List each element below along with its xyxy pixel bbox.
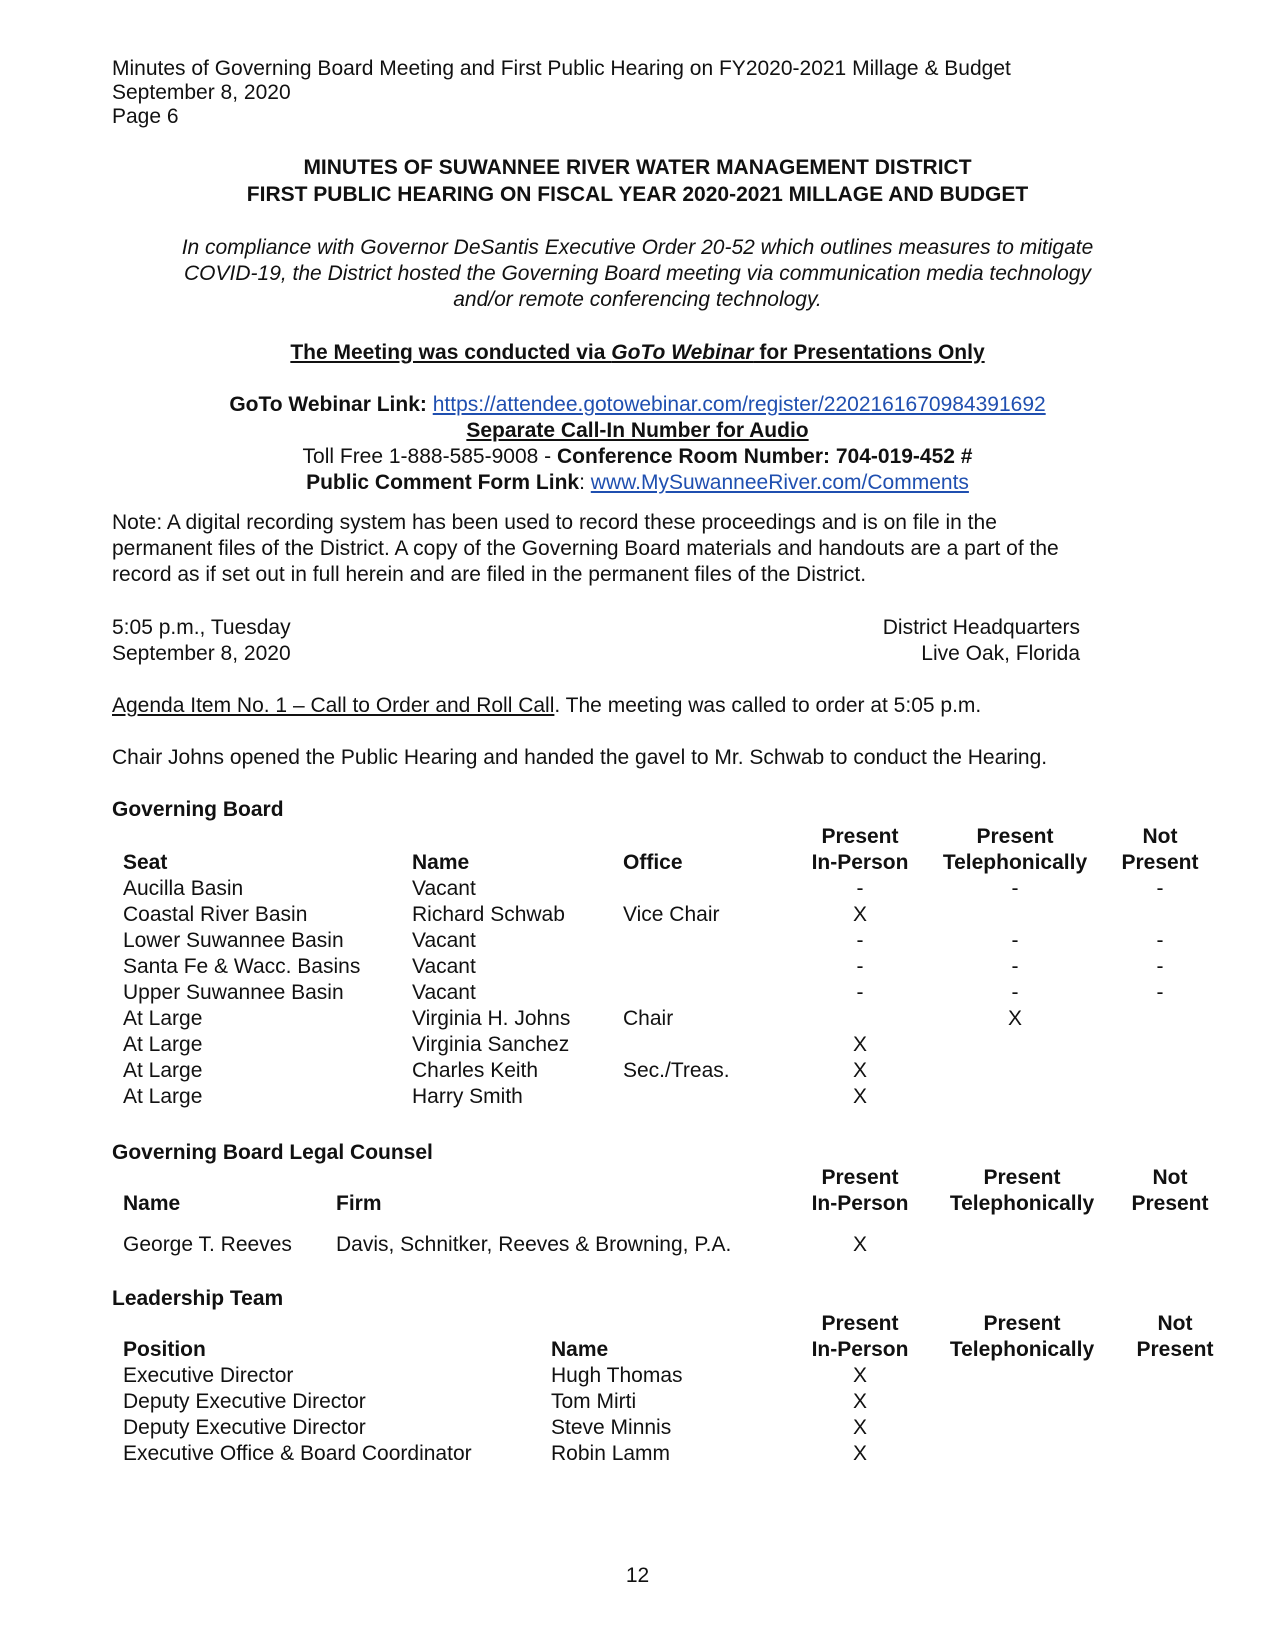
lc-col-inperson: In-Person	[811, 1192, 909, 1215]
compliance-line1: In compliance with Governor DeSantis Executive Order 20-52 which outlines measures to mitigate	[181, 236, 1094, 259]
lc-col-present2: Present	[983, 1166, 1061, 1189]
in-person-mark: X	[852, 1442, 867, 1465]
telephonic-mark: -	[1011, 929, 1019, 952]
lt-col-not: Not	[1157, 1312, 1193, 1335]
gb-col-office: Office	[623, 851, 683, 874]
gb-col-notpresent: Present	[1121, 851, 1199, 874]
position-cell: Deputy Executive Director	[123, 1390, 366, 1413]
running-header-date: September 8, 2020	[112, 81, 291, 104]
gb-col-inperson: In-Person	[811, 851, 909, 874]
in-person-mark: X	[852, 1233, 867, 1256]
position-cell: Executive Director	[123, 1364, 294, 1387]
name-cell: Tom Mirti	[551, 1390, 637, 1413]
running-header-title: Minutes of Governing Board Meeting and First Public Hearing on FY2020-2021 Millage & Budget	[112, 57, 1011, 80]
agenda-item-1: Agenda Item No. 1 – Call to Order and Roll Call. The meeting was called to order at 5:05 p.m.	[112, 694, 982, 717]
gb-col-present2: Present	[976, 825, 1054, 848]
governing-board-heading: Governing Board	[112, 798, 284, 821]
telephonic-mark: -	[1011, 981, 1019, 1004]
document-title-line2: FIRST PUBLIC HEARING ON FISCAL YEAR 2020-2021 MILLAGE AND BUDGET	[246, 183, 1029, 206]
position-cell: Deputy Executive Director	[123, 1416, 366, 1439]
lt-col-name: Name	[551, 1338, 609, 1361]
lc-col-present: Present	[821, 1166, 899, 1189]
name-cell: Richard Schwab	[412, 903, 565, 926]
lt-col-position: Position	[123, 1338, 206, 1361]
seat-cell: Upper Suwannee Basin	[123, 981, 344, 1004]
chair-statement: Chair Johns opened the Public Hearing and handed the gavel to Mr. Schwab to conduct the Hearing.	[112, 746, 1048, 769]
telephonic-mark: X	[1007, 1007, 1022, 1030]
name-cell: Vacant	[412, 877, 476, 900]
lt-col-inperson: In-Person	[811, 1338, 909, 1361]
document-title-line1: MINUTES OF SUWANNEE RIVER WATER MANAGEMENT DISTRICT	[303, 156, 972, 179]
name-cell: Hugh Thomas	[551, 1364, 683, 1387]
position-cell: Executive Office & Board Coordinator	[123, 1442, 472, 1465]
firm-cell: Davis, Schnitker, Reeves & Browning, P.A.	[336, 1233, 732, 1256]
not-present-mark: -	[1156, 877, 1164, 900]
office-cell: Chair	[623, 1007, 674, 1030]
running-header-page: Page 6	[112, 105, 179, 128]
gb-col-seat: Seat	[123, 851, 168, 874]
not-present-mark: -	[1156, 929, 1164, 952]
in-person-mark: -	[856, 955, 864, 978]
page-number: 12	[625, 1564, 650, 1587]
webinar-label: GoTo Webinar Link:	[229, 393, 427, 416]
name-cell: Charles Keith	[412, 1059, 539, 1082]
seat-cell: At Large	[123, 1007, 203, 1030]
name-cell: Virginia Sanchez	[412, 1033, 570, 1056]
meeting-time: 5:05 p.m., Tuesday	[112, 616, 291, 639]
compliance-line3: and/or remote conferencing technology.	[453, 288, 822, 311]
gb-col-tele: Telephonically	[942, 851, 1088, 874]
in-person-mark: X	[852, 1390, 867, 1413]
seat-cell: At Large	[123, 1033, 203, 1056]
seat-cell: At Large	[123, 1059, 203, 1082]
not-present-mark: -	[1156, 955, 1164, 978]
in-person-mark: X	[852, 1364, 867, 1387]
not-present-mark: -	[1156, 981, 1164, 1004]
in-person-mark: X	[852, 1059, 867, 1082]
name-cell: Virginia H. Johns	[412, 1007, 571, 1030]
telephonic-mark: -	[1011, 955, 1019, 978]
in-person-mark: X	[852, 903, 867, 926]
meeting-place: District Headquarters	[882, 616, 1080, 639]
name-cell: Vacant	[412, 955, 476, 978]
lt-col-present2: Present	[983, 1312, 1061, 1335]
in-person-mark: X	[852, 1416, 867, 1439]
lt-col-tele: Telephonically	[949, 1338, 1095, 1361]
lt-col-present: Present	[821, 1312, 899, 1335]
in-person-mark: -	[856, 929, 864, 952]
seat-cell: Aucilla Basin	[123, 877, 244, 900]
in-person-mark: X	[852, 1033, 867, 1056]
name-cell: Vacant	[412, 981, 476, 1004]
call-in-heading: Separate Call-In Number for Audio	[466, 419, 809, 442]
legal-counsel-heading: Governing Board Legal Counsel	[112, 1141, 433, 1164]
meeting-notice: The Meeting was conducted via GoTo Webinar for Presentations Only	[290, 341, 985, 364]
in-person-mark: -	[856, 981, 864, 1004]
note-line2: permanent files of the District. A copy of the Governing Board materials and handouts are a part of the	[112, 537, 1059, 560]
telephonic-mark: -	[1011, 877, 1019, 900]
name-cell: Steve Minnis	[551, 1416, 672, 1439]
gb-col-not: Not	[1142, 825, 1178, 848]
lt-col-notpresent: Present	[1136, 1338, 1214, 1361]
leadership-heading: Leadership Team	[112, 1287, 284, 1310]
compliance-line2: COVID-19, the District hosted the Governing Board meeting via communication media technology	[184, 262, 1091, 285]
lc-col-notpresent: Present	[1131, 1192, 1209, 1215]
lc-col-firm: Firm	[336, 1192, 382, 1215]
name-cell: Harry Smith	[412, 1085, 523, 1108]
lc-col-tele: Telephonically	[949, 1192, 1095, 1215]
comment-form-line: Public Comment Form Link: www.MySuwanneeRiver.com/Comments	[306, 471, 969, 494]
name-cell: Vacant	[412, 929, 476, 952]
webinar-line	[0, 392, 1275, 418]
seat-cell: At Large	[123, 1085, 203, 1108]
lc-col-not: Not	[1152, 1166, 1188, 1189]
office-cell: Sec./Treas.	[623, 1059, 730, 1082]
name-cell: George T. Reeves	[123, 1233, 292, 1256]
office-cell: Vice Chair	[623, 903, 720, 926]
note-line1: Note: A digital recording system has been used to record these proceedings and is on file in the	[112, 511, 997, 534]
lc-col-name: Name	[123, 1192, 181, 1215]
in-person-mark: -	[856, 877, 864, 900]
seat-cell: Lower Suwannee Basin	[123, 929, 344, 952]
gb-col-present: Present	[821, 825, 899, 848]
meeting-city: Live Oak, Florida	[921, 642, 1080, 665]
comment-form-link[interactable]: www.MySuwanneeRiver.com/Comments	[590, 471, 969, 494]
gb-col-name: Name	[412, 851, 470, 874]
seat-cell: Coastal River Basin	[123, 903, 308, 926]
in-person-mark: X	[852, 1085, 867, 1108]
webinar-link[interactable]: https://attendee.gotowebinar.com/register/2202161670984391692	[432, 393, 1046, 416]
meeting-date: September 8, 2020	[112, 642, 291, 665]
call-in-line: Toll Free 1-888-585-9008 - Conference Room Number: 704-019-452 #	[302, 445, 973, 468]
name-cell: Robin Lamm	[551, 1442, 671, 1465]
seat-cell: Santa Fe & Wacc. Basins	[123, 955, 361, 978]
note-line3: record as if set out in full herein and are filed in the permanent files of the District.	[112, 563, 867, 586]
